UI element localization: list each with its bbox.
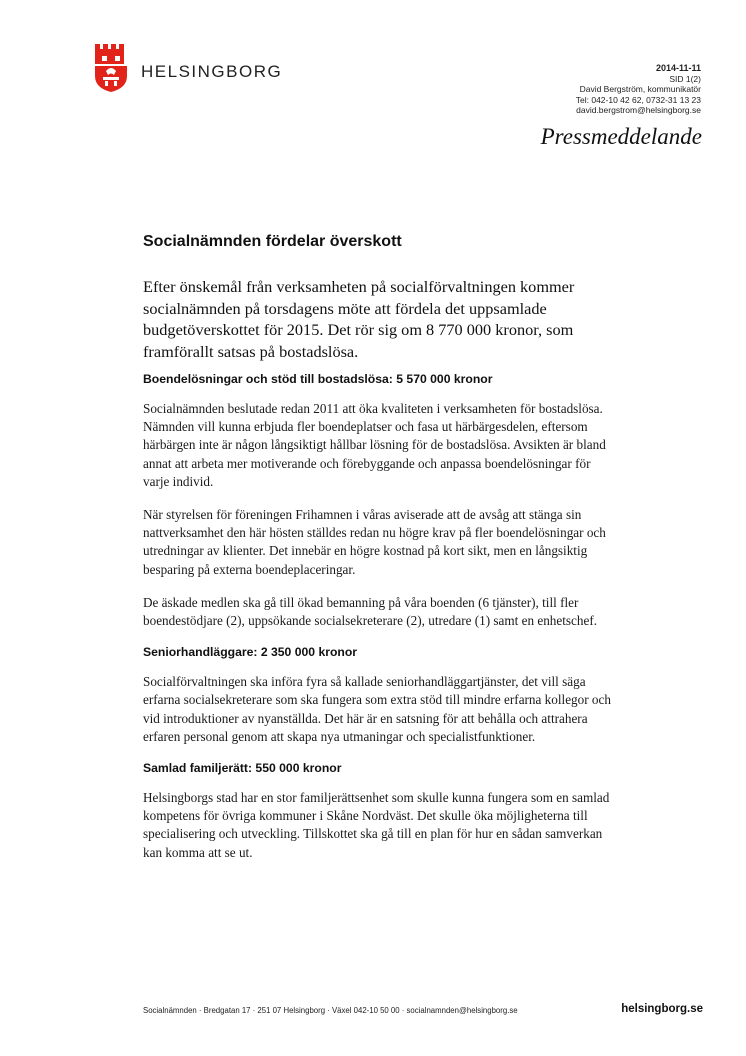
- lead-paragraph: Efter önskemål från verksamheten på socialförvaltningen kommer socialnämnden på torsdagens möte att fördela det uppsamlade budgetöverskottet för 2015. Det rör sig om 8 770 000 kronor, som framförallt satsas på bostadslösa.: [143, 277, 575, 361]
- body-paragraph: De äskade medlen ska gå till ökad bemanning på våra boenden (6 tjänster), till fler boendestödjare (2), uppsökande socialsekreterare (2), utredare (1) samt en enhetschef.: [143, 594, 598, 629]
- footer-address: Socialnämnden · Bredgatan 17 · 251 07 Helsingborg · Växel 042-10 50 00 · socialnamnden@helsingborg.se: [143, 1006, 518, 1015]
- helsingborg-crest-icon: [94, 44, 128, 92]
- contact-name: David Bergström, kommunikatör: [579, 84, 701, 94]
- section-heading: Seniorhandläggare: 2 350 000 kronor: [143, 645, 358, 660]
- body-paragraph: Helsingborgs stad har en stor familjerättsenhet som skulle kunna fungera som en samlad kompetens för övriga kommuner i Skåne Nordväst. Det skulle öka möjligheterna till specialisering och utveckling. Tillskottet ska gå till en plan för hur en sådan samverkan kan komma att se ut.: [143, 790, 610, 860]
- section-heading: Boendelösningar och stöd till bostadslösa: 5 570 000 kronor: [143, 372, 493, 386]
- contact-phone: Tel: 042-10 42 62, 0732-31 13 23: [575, 94, 701, 105]
- logo-text: HELSINGBORG: [141, 62, 283, 81]
- contact-email[interactable]: david.bergstrom@helsingborg.se: [576, 105, 701, 115]
- document-meta: [576, 63, 701, 116]
- section-heading: Samlad familjerätt: 550 000 kronor: [143, 761, 342, 776]
- page-title: Socialnämnden fördelar överskott: [143, 233, 402, 250]
- body-paragraph: Socialnämnden beslutade redan 2011 att öka kvaliteten i verksamheten för bostadslösa. Nämnden vill kunna erbjuda fler boendeplatser och fasa ut härbärgesdelen, eftersom härbärgen inte är någon långsiktigt hållbar lösning för de bostadslösa. Avsikten är bland annat att arbeta mer motiverande och förebyggande och anpassa boendelösningar för varje individ.: [143, 401, 606, 489]
- document-date: 2014-11-11: [655, 63, 701, 73]
- document-type: Pressmeddelande: [540, 124, 702, 149]
- footer-website-link[interactable]: helsingborg.se: [621, 1003, 703, 1015]
- body-paragraph: Socialförvaltningen ska införa fyra så kallade seniorhandläggartjänster, det vill säga erfarna socialsekreterare som ska fungera som extra stöd till mindre erfarna kollegor och vid introduktioner av nyanställda. Det här är en satsning för att behålla och attrahera erfaren personal genom att skapa nya utmaningar och specialistfunktioner.: [143, 674, 611, 744]
- body-paragraph: När styrelsen för föreningen Frihamnen i våras aviserade att de avsåg att stänga sin nattverksamhet den här hösten ställdes redan nu högre krav på fler boendelösningar och utredningar av klienter. Det innebär en högre kostnad på kort sikt, men en långsiktig besparing på externa boendeplaceringar.: [143, 507, 606, 577]
- page-number: SID 1(2): [669, 73, 701, 84]
- press-release-body: [143, 276, 613, 877]
